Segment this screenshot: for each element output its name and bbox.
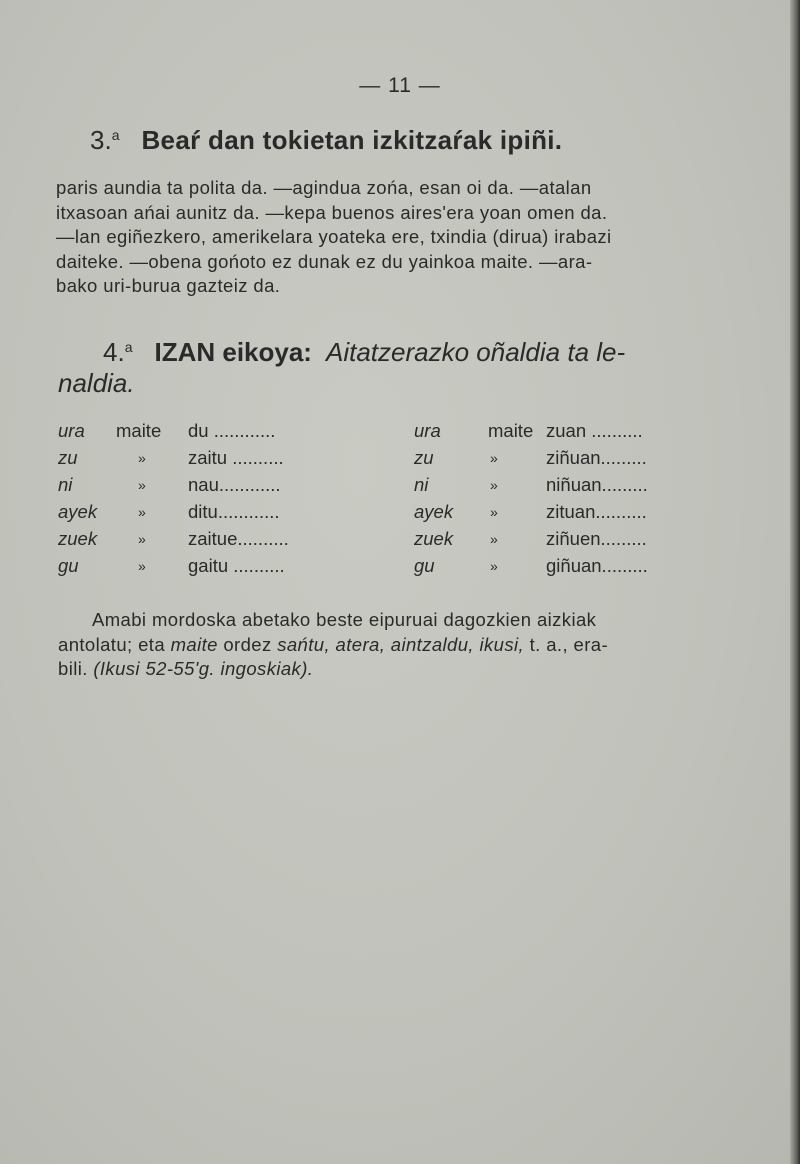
text-run: ordez — [217, 633, 278, 655]
text-line-content: paris aundia ta polita da. —agindua zońa, esan oi da. —atalan — [56, 177, 592, 198]
left-ditto-mark: » — [138, 558, 146, 574]
text-line-content: Amabi mordoska abetako beste eipuruai dagozkien aizkiak — [92, 609, 597, 630]
section-3-title: Beaŕ dan tokietan izkitzaŕak ipiñi. — [141, 125, 563, 155]
right-form: ziñuan......... — [546, 447, 647, 468]
left-form: nau............ — [188, 474, 281, 495]
right-ditto-mark: » — [490, 504, 498, 520]
left-form: du ............ — [188, 420, 276, 441]
text-run-italic: maite — [170, 633, 218, 655]
text-line — [56, 225, 716, 250]
text-run: bili. — [58, 658, 94, 679]
right-ditto-mark: » — [490, 477, 498, 493]
left-form: ditu............ — [188, 501, 280, 522]
section-3-number: 3.$^a$ — [90, 125, 120, 155]
right-pronoun: ayek — [414, 501, 454, 522]
section-5-instructions — [58, 608, 708, 682]
left-ditto-mark: » — [138, 531, 146, 547]
reference-note: (Ikusi 52-55'g. ingoskiak). — [93, 658, 314, 679]
text-line — [56, 274, 716, 299]
section-4-title-continuation: naldia. — [58, 368, 135, 398]
right-ditto-mark: » — [490, 558, 498, 574]
text-line-content: daiteke. —obena gońoto ez dunak ez du yainkoa maite. —ara- — [56, 250, 593, 272]
right-pronoun: ura — [414, 420, 441, 441]
section-3-heading — [90, 125, 562, 156]
right-form: ziñuen......... — [546, 528, 647, 549]
section-4-number: 4.$^a$ — [103, 337, 133, 367]
text-line — [56, 176, 716, 201]
text-line — [58, 608, 708, 633]
left-ditto-mark: » — [138, 477, 146, 493]
right-ditto-mark: » — [490, 450, 498, 466]
conjugation-table — [58, 420, 708, 582]
text-line — [58, 633, 708, 658]
right-pronoun: gu — [414, 555, 435, 576]
right-pronoun: ni — [414, 474, 429, 495]
text-line-content: itxasoan ańai aunitz da. —kepa buenos aires'era yoan omen da. — [56, 201, 608, 223]
section-3-exercise-text — [56, 176, 716, 299]
right-pronoun: zu — [414, 447, 434, 468]
left-pronoun: zuek — [58, 528, 98, 549]
section-4-title-italic: Aitatzerazko oñaldia ta le- — [325, 337, 626, 367]
text-line — [56, 250, 716, 275]
right-ditto-mark: » — [490, 531, 498, 547]
conjugation-row — [58, 555, 708, 582]
right-form: zuan .......... — [546, 420, 643, 441]
text-run: t. a., era- — [524, 633, 609, 655]
text-line — [56, 201, 716, 226]
left-form: gaitu .......... — [188, 555, 285, 576]
right-verb: maite — [488, 420, 534, 441]
left-form: zaitu .......... — [188, 447, 284, 468]
left-pronoun: gu — [58, 555, 79, 576]
text-run-italic: sańtu, atera, aintzaldu, ikusi, — [277, 633, 525, 655]
right-form: zituan.......... — [546, 501, 647, 522]
left-pronoun: ura — [58, 420, 85, 441]
conjugation-row — [58, 447, 708, 474]
left-ditto-mark: » — [138, 450, 146, 466]
conjugation-row — [58, 474, 708, 501]
page-edge — [790, 0, 800, 1164]
text-line-content: bako uri-burua gazteiz da. — [56, 275, 281, 296]
conjugation-row — [58, 420, 708, 447]
left-pronoun: ayek — [58, 501, 98, 522]
right-form: niñuan......... — [546, 474, 648, 495]
conjugation-row — [58, 501, 708, 528]
text-line-content: —lan egiñezkero, amerikelara yoateka ere, txindia (dirua) irabazi — [56, 226, 612, 247]
section-4-title-bold: IZAN eikoya: — [154, 337, 312, 367]
text-run: antolatu; eta — [58, 633, 171, 655]
left-ditto-mark: » — [138, 504, 146, 520]
section-4-heading — [103, 337, 625, 368]
text-line — [58, 657, 708, 682]
conjugation-row — [58, 528, 708, 555]
left-pronoun: zu — [58, 447, 78, 468]
left-form: zaitue.......... — [188, 528, 289, 549]
left-pronoun: ni — [58, 474, 73, 495]
page-number: — 11 — — [359, 74, 441, 97]
left-verb: maite — [116, 420, 162, 441]
right-form: giñuan......... — [546, 555, 648, 576]
right-pronoun: zuek — [414, 528, 454, 549]
